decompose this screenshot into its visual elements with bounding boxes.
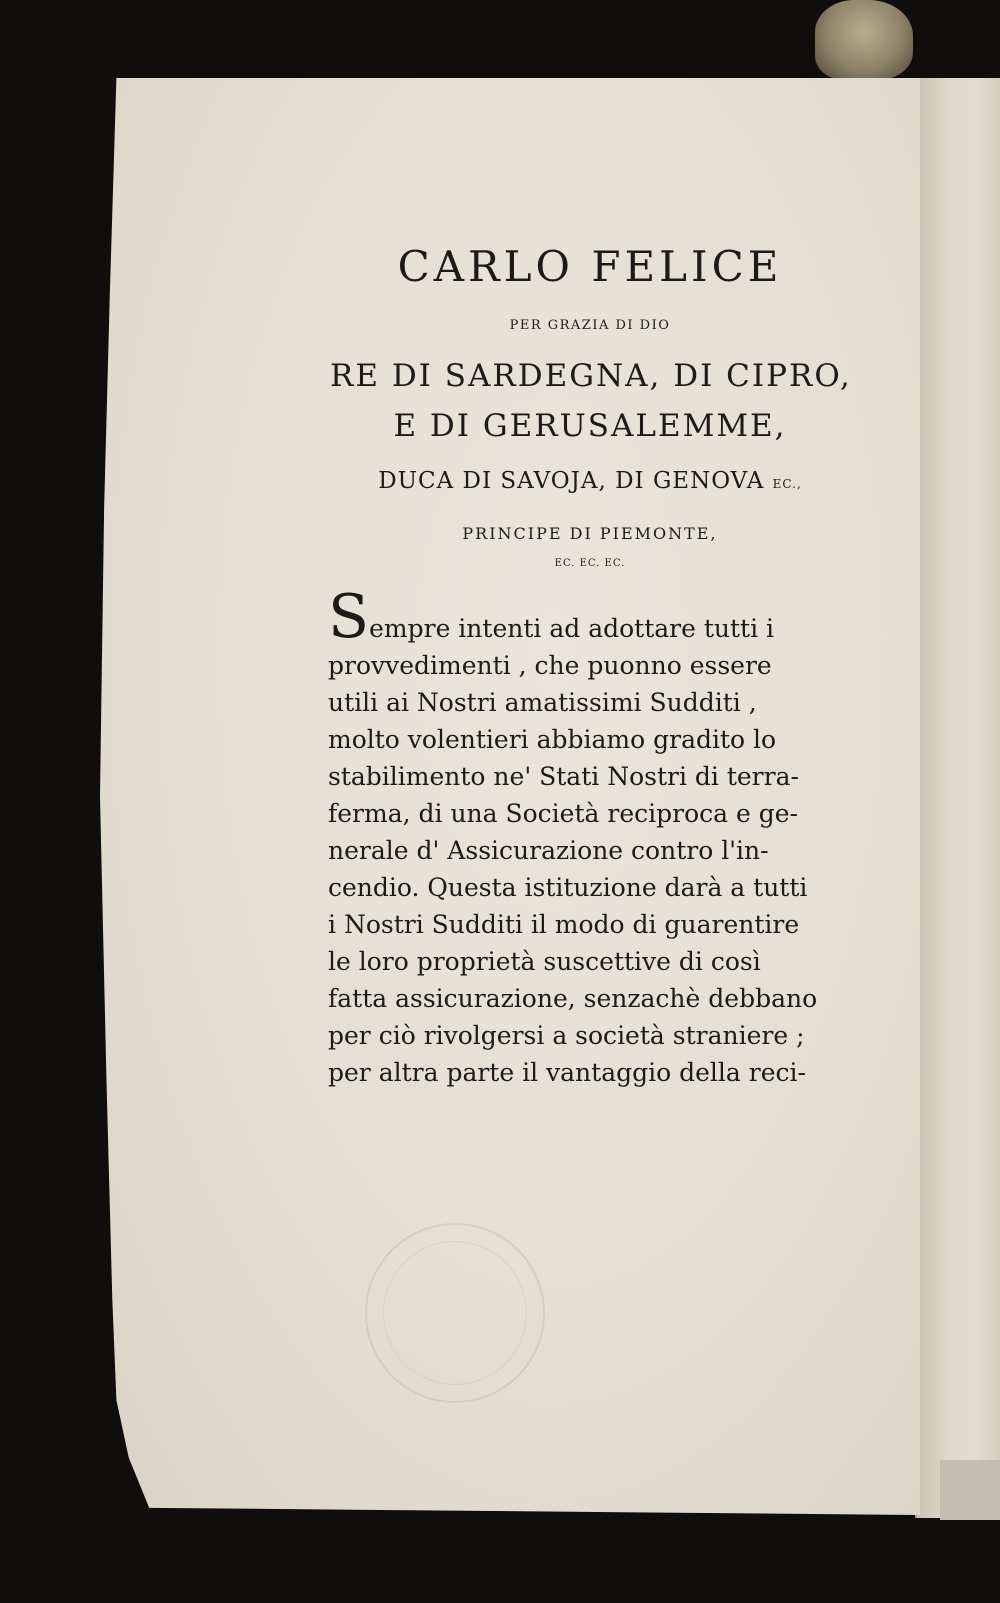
body-paragraph: [328, 582, 833, 1091]
body-line-text: fatta assicurazione, senzachè debbano: [328, 984, 818, 1013]
body-line: [328, 943, 833, 980]
body-line: [328, 721, 833, 758]
by-grace-line: PER GRAZIA DI DIO: [509, 318, 671, 333]
body-line: [328, 980, 833, 1017]
body-line-text: nerale d' Assicurazione contro l'in-: [328, 836, 769, 865]
next-page-edge: [915, 78, 1000, 1518]
body-line-text: utili ai Nostri amatissimi Sudditi ,: [328, 688, 757, 717]
body-line: [328, 647, 833, 684]
king-line-2: E DI GERUSALEMME,: [393, 408, 787, 444]
body-line: [328, 832, 833, 869]
duke-line-text: DUCA DI SAVOJA, DI GENOVA: [378, 468, 765, 494]
body-line-text: per altra parte il vantaggio della reci-: [328, 1058, 806, 1087]
body-line: [328, 1054, 833, 1091]
body-line: [328, 795, 833, 832]
body-line: [328, 869, 833, 906]
body-line-text: per ciò rivolgersi a società straniere ;: [328, 1021, 805, 1050]
binding-string: [815, 0, 913, 80]
ecc-line: EC. EC. EC.: [554, 558, 626, 569]
body-line-text: molto volentieri abbiamo gradito lo: [328, 725, 777, 754]
body-line-text: stabilimento ne' Stati Nostri di terra-: [328, 762, 799, 791]
page-corner-shadow: [940, 1460, 1000, 1520]
body-line: [328, 684, 833, 721]
body-line: [328, 758, 833, 795]
prince-line: PRINCIPE DI PIEMONTE,: [462, 524, 718, 543]
document-title: CARLO FELICE: [397, 242, 783, 291]
body-line: [328, 1017, 833, 1054]
body-line-text: ferma, di una Società reciproca e ge-: [328, 799, 798, 828]
body-line-text: provvedimenti , che puonno essere: [328, 651, 772, 680]
body-line-text: i Nostri Sudditi il modo di guarentire: [328, 910, 800, 939]
body-line: [328, 906, 833, 943]
faded-stamp: [365, 1223, 545, 1403]
body-line-text: le loro proprietà suscettive di così: [328, 947, 761, 976]
duke-line: [330, 468, 850, 494]
body-line: [328, 582, 833, 652]
duke-line-suffix: EC.,: [772, 477, 802, 491]
body-line-text: cendio. Questa istituzione darà a tutti: [328, 873, 808, 902]
drop-cap: S: [328, 582, 370, 652]
king-line-1: RE DI SARDEGNA, DI CIPRO,: [330, 358, 852, 394]
body-line-text: empre intenti ad adottare tutti i: [369, 614, 775, 643]
